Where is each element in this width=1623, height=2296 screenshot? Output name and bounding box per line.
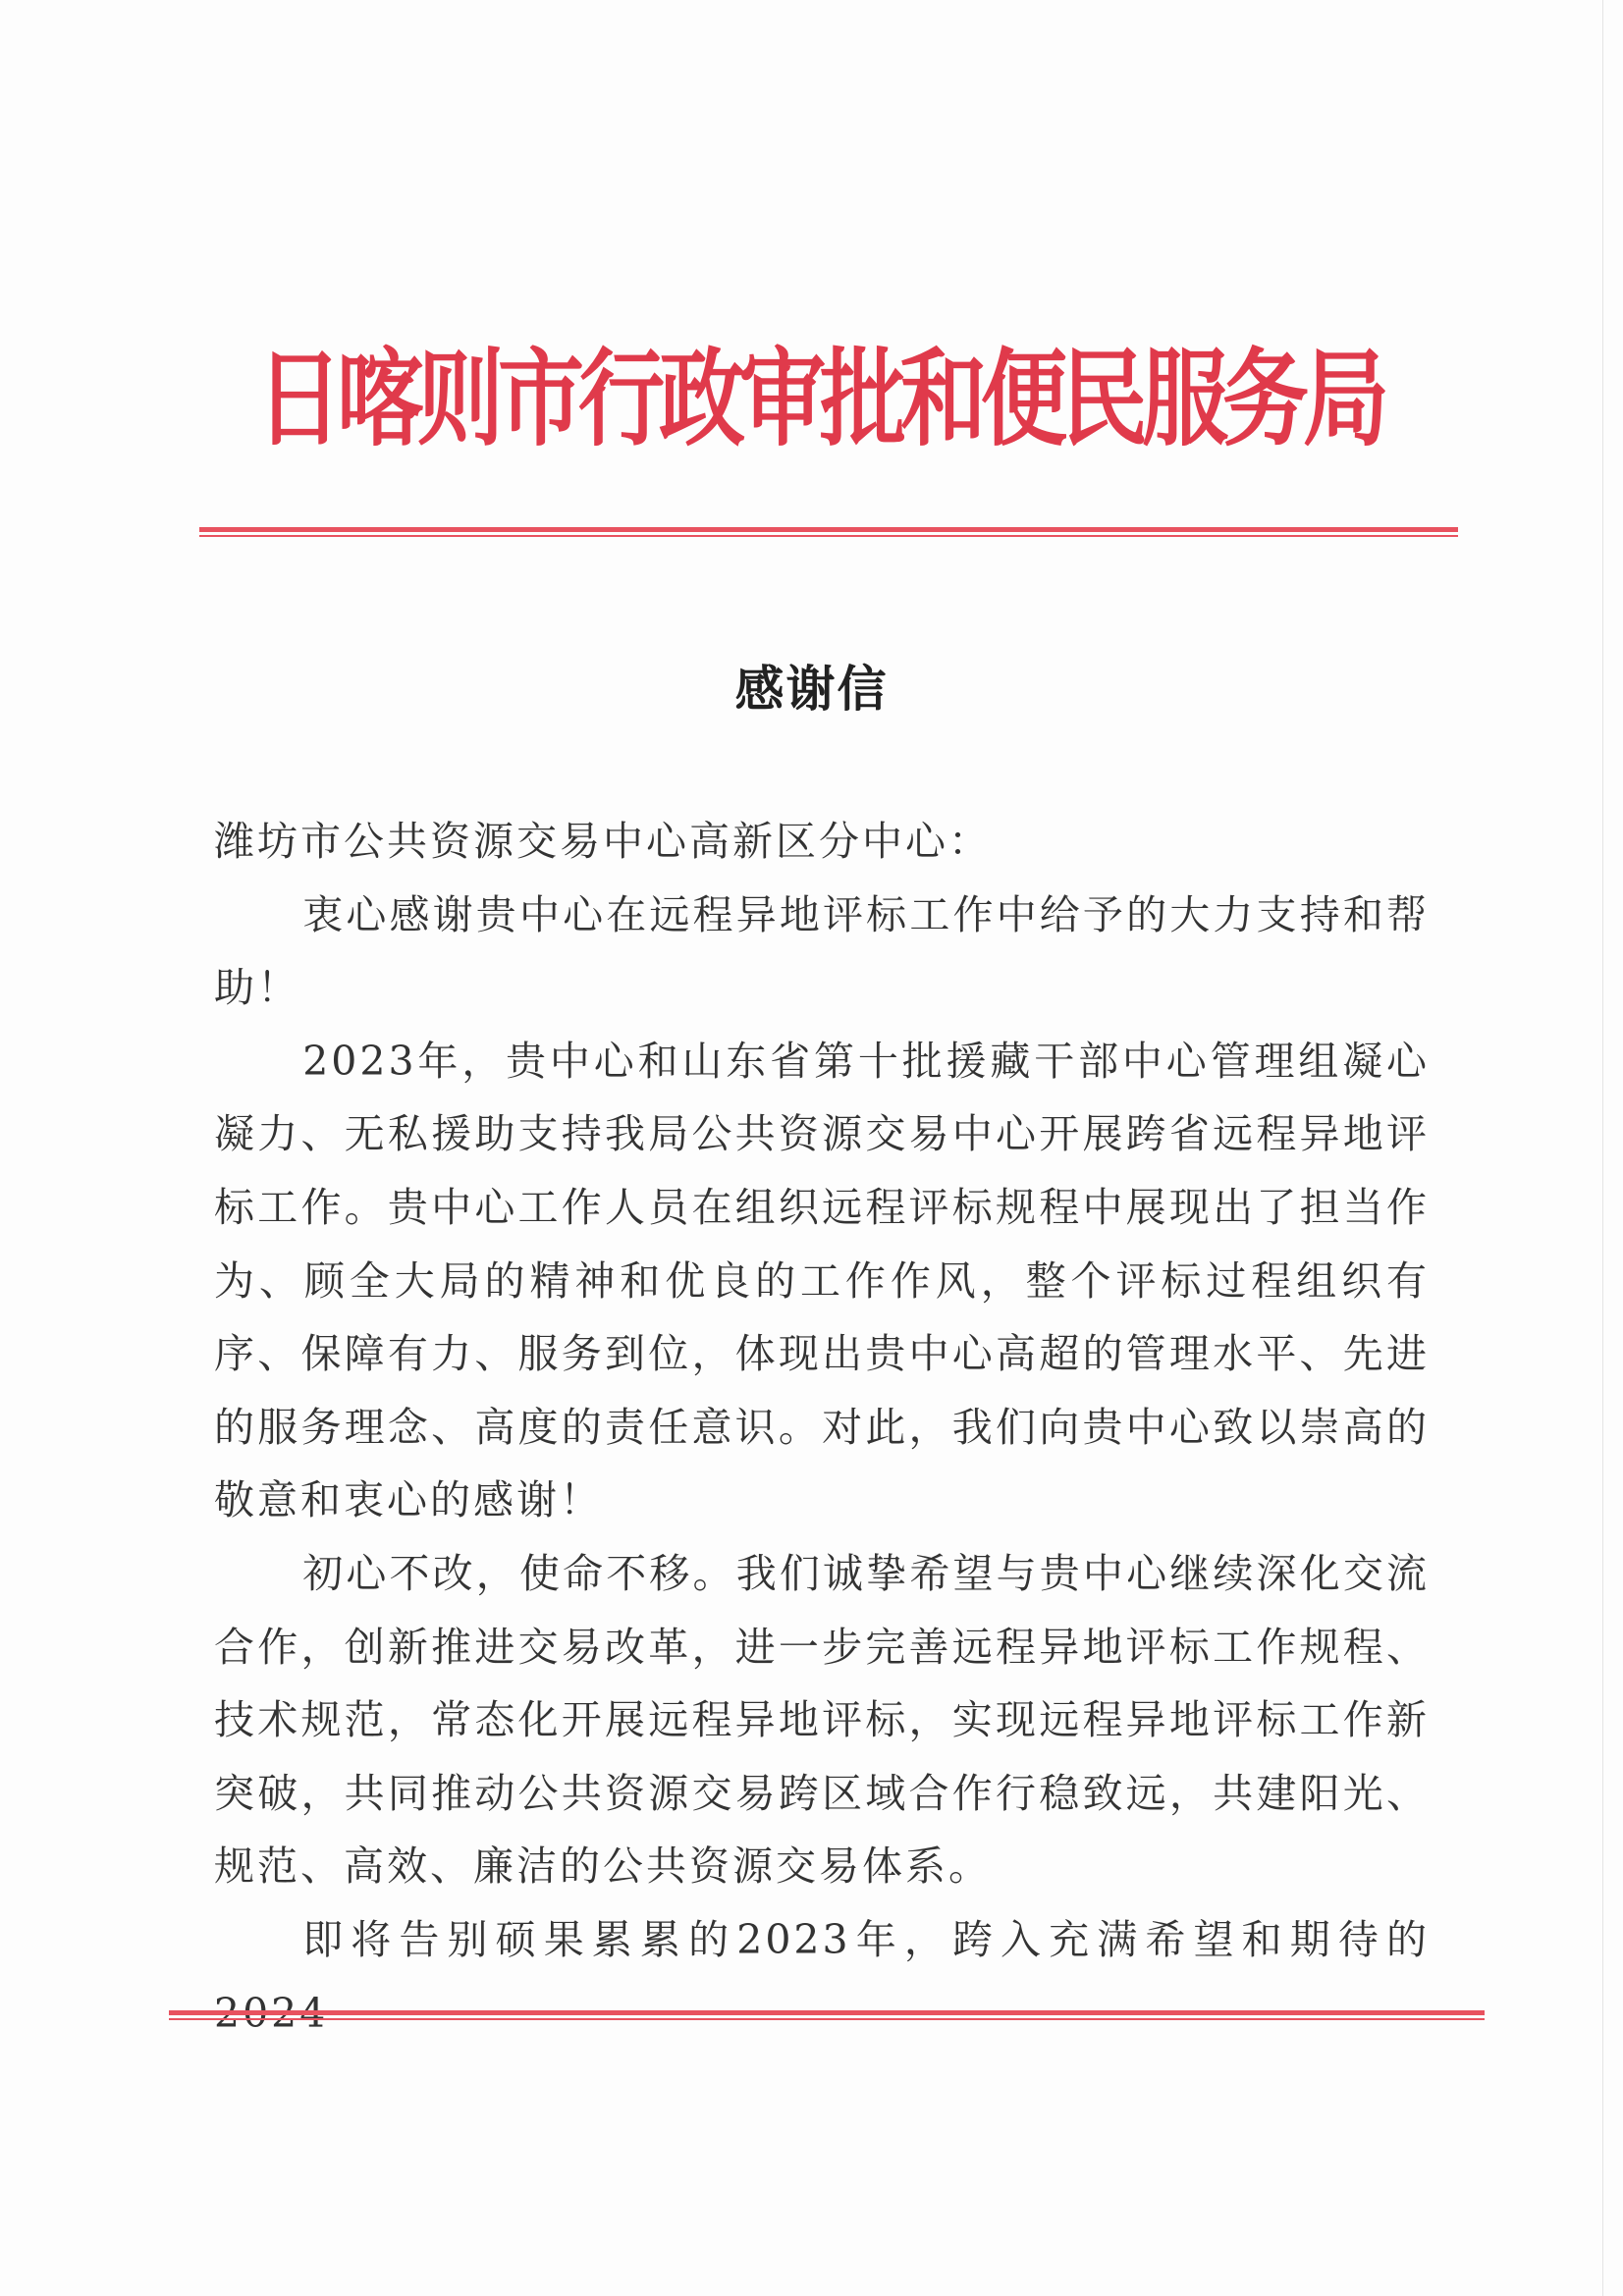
scan-edge-line — [1602, 0, 1603, 2296]
letter-body — [214, 805, 1430, 2050]
header-red-divider — [199, 527, 1458, 537]
salutation: 潍坊市公共资源交易中心高新区分中心： — [214, 818, 992, 865]
organization-header: 日喀则市行政审批和便民服务局 — [255, 336, 1383, 461]
document-title: 感谢信 — [734, 660, 889, 718]
paragraph-3: 初心不改，使命不移。我们诚挚希望与贵中心继续深化交流合作，创新推进交易改革，进一步完善远程异地评标工作规程、技术规范，常态化开展远程异地评标，实现远程异地评标工作新突破，共同推动公共资源交易跨区域合作行稳致远，共建阳光、规范、高效、廉洁的公共资源交易体系。 — [214, 1549, 1430, 1891]
footer-red-divider — [169, 2010, 1485, 2020]
paragraph-2: 2023年，贵中心和山东省第十批援藏干部中心管理组凝心凝力、无私援助支持我局公共资源交易中心开展跨省远程异地评标工作。贵中心工作人员在组织远程评标规程中展现出了担当作为、顾全大局的精神和优良的工作作风，整个评标过程组织有序、保障有力、服务到位，体现出贵中心高超的管理水平、先进的服务理念、高度的责任意识。对此，我们向贵中心致以崇高的敬意和衷心的感谢！ — [214, 1037, 1430, 1524]
paragraph-1: 衷心感谢贵中心在远程异地评标工作中给予的大力支持和帮助！ — [214, 890, 1430, 1012]
paragraph-4: 即将告别硕果累累的2023年，跨入充满希望和期待的2024 — [214, 1915, 1430, 2037]
